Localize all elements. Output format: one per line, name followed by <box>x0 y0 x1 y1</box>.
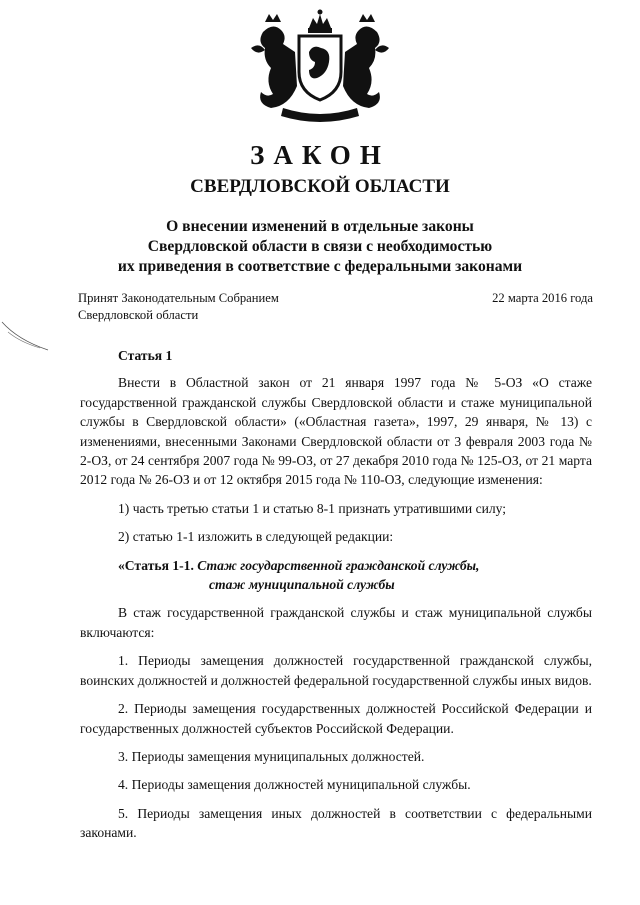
subject-line: их приведения в соответствие с федеральными законами <box>117 258 523 275</box>
pen-mark-icon <box>0 318 60 358</box>
adoption-body <box>78 290 279 324</box>
sub-article-label: «Статья 1-1. <box>118 557 194 573</box>
law-subject <box>60 217 580 277</box>
article-intro: Внести в Областной закон от 21 января 1997 года № 5-ОЗ «О стаже государственной гражданской службы Свердловской области и стаже муниципальной службы в Свердловской области» («Областная газета», 1997, 29 января, № 13) с изменениями, внесенными Законами Свердловской области от 3 февраля 2003 года № 2-ОЗ, от 24 сентября 2007 года № 99-ОЗ, от 27 декабря 2010 года № 125-ОЗ, от 21 марта 2012 года № 26-ОЗ и от 12 октября 2015 года № 110-ОЗ, следующие изменения: <box>80 375 592 488</box>
law-title: ЗАКОН <box>250 140 390 170</box>
article-item: 1) часть третью статьи 1 и статью 8-1 признать утратившими силу; <box>118 500 507 516</box>
adoption-line: Принят Законодательным Собранием <box>78 291 279 305</box>
region-title: СВЕРДЛОВСКОЙ ОБЛАСТИ <box>190 176 450 197</box>
adoption-line: Свердловской области <box>78 308 199 322</box>
coat-of-arms-icon <box>243 8 397 126</box>
article-point: 5. Периоды замещения иных должностей в соответствии с федеральными законами. <box>80 805 592 841</box>
article-point: 4. Периоды замещения должностей муниципальной службы. <box>118 777 471 793</box>
sub-article-title: стаж муниципальной службы <box>209 577 395 593</box>
article-lead: В стаж государственной гражданской службы и стаж муниципальной службы включаются: <box>80 605 592 640</box>
article-item: 2) статью 1-1 изложить в следующей редакции: <box>118 529 394 545</box>
subject-line: О внесении изменений в отдельные законы <box>166 218 474 235</box>
article-heading: Статья 1 <box>118 348 173 363</box>
article-point: 3. Периоды замещения муниципальных должностей. <box>118 748 425 764</box>
article-point: 1. Периоды замещения должностей государственной гражданской службы, воинских должностей и должностей федеральной государственной службы иных видов. <box>80 653 592 688</box>
sub-article-title: Стаж государственной гражданской службы, <box>197 557 480 573</box>
sub-article-heading <box>80 556 592 595</box>
subject-line: Свердловской области в связи с необходимостью <box>147 238 493 255</box>
article-body <box>80 346 592 852</box>
adoption-date: 22 марта 2016 года <box>492 291 593 305</box>
article-point: 2. Периоды замещения государственных должностей Российской Федерации и государственных должностей субъектов Российской Федерации. <box>80 701 592 736</box>
